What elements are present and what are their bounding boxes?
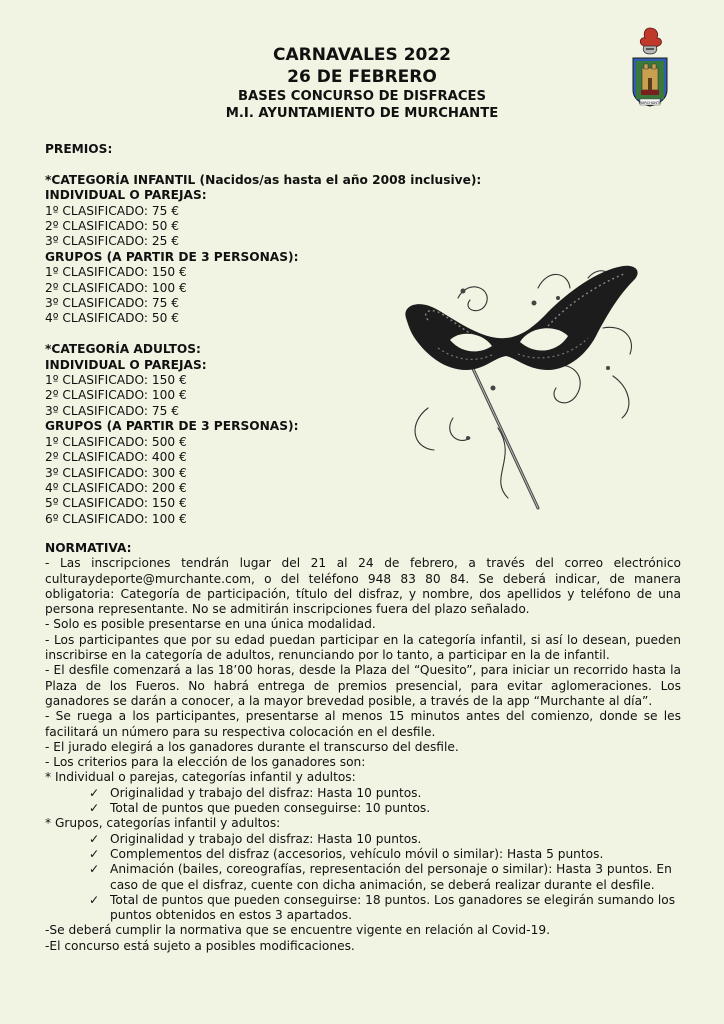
prize-line: 3º CLASIFICADO: 75 € [45, 296, 179, 311]
prize-line: 3º CLASIFICADO: 300 € [45, 465, 187, 480]
covid-note: -Se deberá cumplir la normativa que se encuentre vigente en relación al Covid-19. [45, 923, 550, 938]
check-icon: ✓ [89, 801, 100, 816]
rules-paragraph: - Los participantes que por su edad puedan participar en la categoría infantil, si así lo desean, pueden inscribirse en la categoría de adultos, renunciando por lo tanto, a participar en la de infantil. [45, 632, 681, 663]
prize-line: 4º CLASIFICADO: 200 € [45, 480, 187, 495]
infantil-grupos-heading: GRUPOS (A PARTIR DE 3 PERSONAS): [45, 249, 299, 264]
check-icon: ✓ [89, 785, 100, 800]
rules-paragraph: - Las inscripciones tendrán lugar del 21 al 24 de febrero, a través del correo electrónico culturaydeporte@murchante.com, o del teléfono 948 83 80 84. Se deberá indicar, de manera obligatoria: Categoría de participación, título del disfraz, y nombre, dos apellidos y teléfono de una persona representante. No se admitirán inscripciones fuera del plazo señalado. [45, 556, 681, 617]
criteria-item [45, 832, 681, 847]
title-line-2: 26 DE FEBRERO [287, 67, 437, 87]
criteria-item-text: Originalidad y trabajo del disfraz: Hasta 10 puntos. [110, 785, 422, 800]
prizes-heading: PREMIOS: [45, 142, 113, 156]
rules-paragraph: - El jurado elegirá a los ganadores durante el transcurso del desfile. [45, 739, 459, 754]
adultos-individual-heading: INDIVIDUAL O PAREJAS: [45, 357, 207, 372]
prize-line: 2º CLASIFICADO: 100 € [45, 388, 187, 403]
check-icon: ✓ [89, 846, 100, 861]
criteria-item-text: Total de puntos que pueden conseguirse: 10 puntos. [110, 801, 431, 816]
prize-line: 1º CLASIFICADO: 500 € [45, 434, 187, 449]
prize-line: 2º CLASIFICADO: 100 € [45, 280, 187, 295]
criteria-item [45, 893, 681, 924]
prize-line: 6º CLASIFICADO: 100 € [45, 511, 187, 526]
prize-line: 1º CLASIFICADO: 150 € [45, 373, 187, 388]
infantil-heading: *CATEGORÍA INFANTIL (Nacidos/as hasta el año 2008 inclusive): [45, 172, 482, 187]
rules-paragraph: - Solo es posible presentarse en una única modalidad. [45, 617, 376, 632]
criteria-item-text: Complementos del disfraz (accesorios, vehículo móvil o similar): Hasta 5 puntos. [110, 846, 604, 861]
murchante-crest-logo [630, 26, 670, 108]
criteria-item [45, 786, 681, 801]
adultos-heading: *CATEGORÍA ADULTOS: [45, 342, 201, 357]
prize-line: 1º CLASIFICADO: 150 € [45, 265, 187, 280]
prize-line: 3º CLASIFICADO: 75 € [45, 403, 179, 418]
rules-paragraph: - Los criterios para la elección de los ganadores son: [45, 755, 366, 770]
criteria-item-text: Animación (bailes, coreografías, representación del personaje o similar): Hasta 3 puntos. En caso de que el disfraz, cuente con dicha animación, se deberá realizar durante el desfile. [110, 862, 672, 892]
document-header [0, 44, 724, 122]
subtitle-line-2: M.I. AYUNTAMIENTO DE MURCHANTE [225, 106, 499, 121]
check-icon: ✓ [89, 831, 100, 846]
prize-line: 2º CLASIFICADO: 50 € [45, 219, 179, 234]
final-note: -El concurso está sujeto a posibles modificaciones. [45, 938, 355, 953]
check-icon: ✓ [89, 892, 100, 907]
carnival-mask-illustration [398, 258, 646, 520]
rules-heading: NORMATIVA: [45, 541, 132, 555]
criteria-individual-heading: * Individual o parejas, categorías infantil y adultos: [45, 770, 356, 785]
crest-caption: MURCHANTE [638, 100, 662, 105]
criteria-item-text: Total de puntos que pueden conseguirse: 18 puntos. Los ganadores se elegirán sumando los puntos obtenidos en estos 3 apartados. [110, 892, 676, 923]
prize-line: 3º CLASIFICADO: 25 € [45, 234, 179, 249]
prize-line: 4º CLASIFICADO: 50 € [45, 311, 179, 326]
rules-paragraph: - Se ruega a los participantes, presentarse al menos 15 minutos antes del comienzo, donde se les facilitará un número para su respectiva colocación en el desfile. [45, 709, 681, 739]
title-line-1: CARNAVALES 2022 [272, 45, 452, 65]
criteria-item [45, 862, 681, 893]
criteria-item-text: Originalidad y trabajo del disfraz: Hasta 10 puntos. [110, 831, 422, 846]
criteria-item [45, 847, 681, 862]
subtitle-line-1: BASES CONCURSO DE DISFRACES [237, 89, 487, 104]
prize-line: 2º CLASIFICADO: 400 € [45, 450, 187, 465]
check-icon: ✓ [89, 862, 100, 877]
infantil-individual-heading: INDIVIDUAL O PAREJAS: [45, 188, 207, 203]
rules-paragraph: - El desfile comenzará a las 18’00 horas, desde la Plaza del “Quesito”, para iniciar un recorrido hasta la Plaza de los Fueros. No habrá entrega de premios presencial, para evitar aglomeraciones. Los ganadores se darán a conocer, a la mayor brevedad posible, a través de la app “Murchante al día”. [45, 663, 681, 708]
adultos-grupos-heading: GRUPOS (A PARTIR DE 3 PERSONAS): [45, 419, 299, 434]
rules-section [45, 541, 681, 954]
prize-line: 5º CLASIFICADO: 150 € [45, 496, 187, 511]
criteria-grupos-heading: * Grupos, categorías infantil y adultos: [45, 816, 281, 831]
prize-line: 1º CLASIFICADO: 75 € [45, 203, 179, 218]
criteria-item [45, 801, 681, 816]
